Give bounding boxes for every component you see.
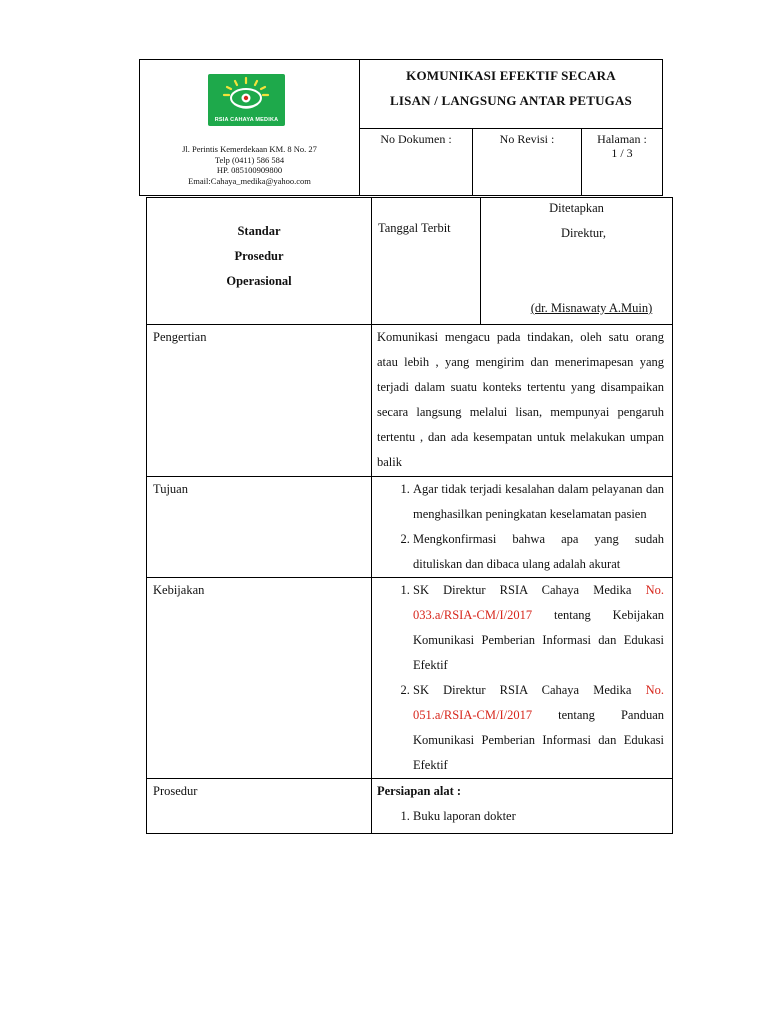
tujuan-item: 2. Mengkonfirmasi bahwa apa yang sudah dituliskan dan dibaca ulang adalah akurat	[413, 527, 664, 577]
hospital-logo	[208, 74, 285, 126]
tanggal-terbit-cell	[372, 198, 481, 325]
kebijakan-list	[377, 578, 664, 778]
address-email: Email:Cahaya_medika@yahoo.com	[188, 175, 311, 186]
no-dokumen-label: No Dokumen :	[380, 132, 452, 146]
kebijakan-item-text: SK Direktur RSIA Cahaya Medika	[413, 583, 646, 597]
kebijakan-item-reference: No. 051.a/RSIA-CM/I/2017	[413, 683, 664, 722]
tujuan-row	[147, 477, 673, 578]
kebijakan-item	[413, 578, 664, 678]
tujuan-list	[377, 477, 664, 577]
direktur-label: Direktur,	[561, 226, 606, 240]
sop-header-row	[147, 198, 673, 325]
kebijakan-item-text: SK Direktur RSIA Cahaya Medika	[413, 683, 646, 697]
document-title-line-2: LISAN / LANGSUNG ANTAR PETUGAS	[390, 93, 632, 108]
halaman-value: 1 / 3	[611, 146, 633, 160]
prosedur-list	[377, 804, 664, 829]
header-logo-cell	[139, 59, 360, 196]
halaman-label: Halaman :	[597, 132, 647, 146]
tujuan-item: 1. Agar tidak terjadi kesalahan dalam pelayanan dan menghasilkan peningkatan keselamatan pasien	[413, 477, 664, 527]
sop-title-line-3: Operasional	[226, 274, 292, 288]
kebijakan-item-subject: tentang Panduan Komunikasi Pemberian Informasi dan Edukasi Efektif	[413, 708, 664, 772]
prosedur-item: 1. Buku laporan dokter	[413, 804, 664, 829]
prosedur-heading: Persiapan alat :	[377, 784, 462, 798]
hospital-address	[140, 144, 359, 186]
sop-title-line-2: Prosedur	[234, 249, 284, 263]
sop-title-line-1: Standar	[237, 224, 281, 238]
prosedur-content	[372, 779, 673, 834]
header-title-cell	[359, 59, 663, 129]
sop-title-cell	[147, 198, 372, 325]
address-phone: Telp (0411) 586 584	[214, 154, 285, 165]
kebijakan-item	[413, 678, 664, 778]
sop-table	[146, 197, 673, 834]
pengertian-row	[147, 325, 673, 477]
header-no-revisi-cell	[472, 128, 582, 196]
pengertian-label: Pengertian	[147, 325, 372, 477]
logo-text: RSIA CAHAYA MEDIKA	[214, 117, 279, 123]
tujuan-label: Tujuan	[147, 477, 372, 578]
address-hp: HP. 085100909800	[216, 165, 283, 175]
ditetapkan-cell	[481, 198, 673, 325]
kebijakan-label: Kebijakan	[147, 578, 372, 779]
document-title	[360, 60, 662, 113]
kebijakan-item-subject: tentang Kebijakan Komunikasi Pemberian Informasi dan Edukasi Efektif	[413, 608, 664, 672]
prosedur-label: Prosedur	[147, 779, 372, 834]
kebijakan-content	[372, 578, 673, 779]
prosedur-row	[147, 779, 673, 834]
address-street: Jl. Perintis Kemerdekaan KM. 8 No. 27	[182, 144, 317, 154]
tujuan-content	[372, 477, 673, 578]
signatory-name: (dr. Misnawaty A.Muin)	[530, 301, 653, 315]
kebijakan-row	[147, 578, 673, 779]
ditetapkan-label: Ditetapkan	[549, 201, 604, 215]
header-halaman-cell	[581, 128, 663, 196]
tanggal-terbit-label: Tanggal Terbit	[378, 221, 451, 235]
header-no-dokumen-cell	[359, 128, 473, 196]
no-revisi-label: No Revisi :	[499, 132, 555, 146]
pengertian-text: Komunikasi mengacu pada tindakan, oleh satu orang atau lebih , yang mengirim dan menerimapesan yang terjadi dalam suatu konteks tertentu yang disampaikan secara langsung melalui lisan, mempunyai pengaruh tertentu , dan ada kesempatan untuk melakukan umpan balik	[372, 325, 673, 477]
kebijakan-item-reference: No. 033.a/RSIA-CM/I/2017	[413, 583, 664, 622]
document-title-line-1: KOMUNIKASI EFEKTIF SECARA	[406, 68, 616, 83]
